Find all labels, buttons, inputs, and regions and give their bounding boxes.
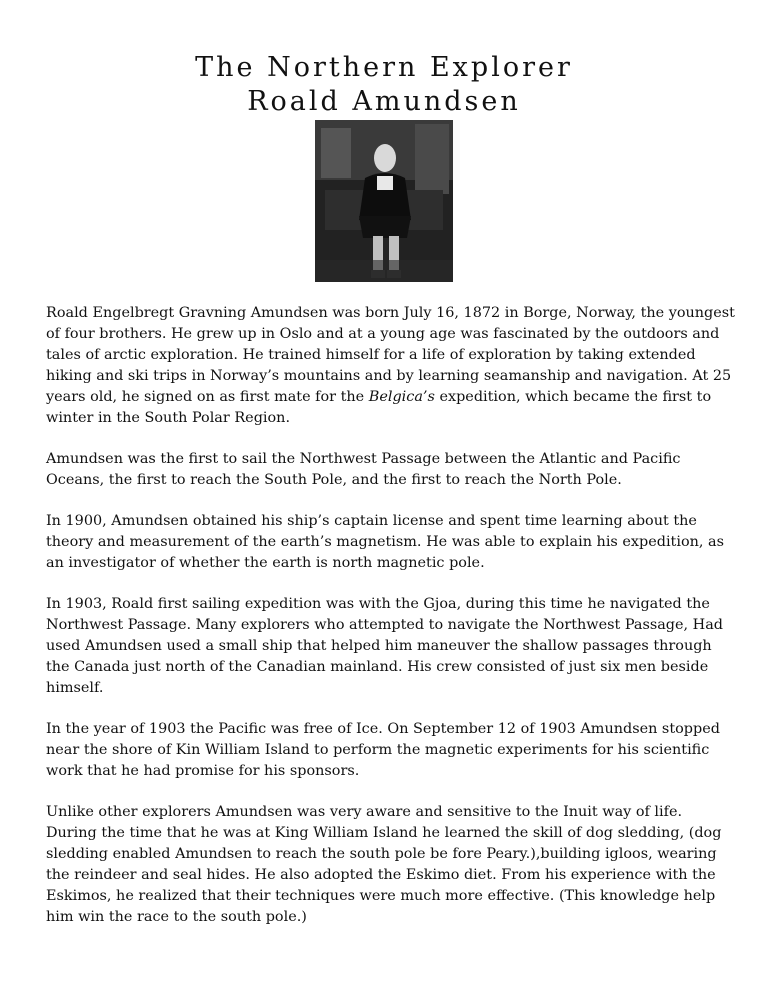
paragraph-1903-pacific: In the year of 1903 the Pacific was free of Ice. On September 12 of 1903 Amundsen stopped near the shore of Kin William Island to perform the magnetic experiments for his scientific work that he had promise for his sponsors.	[46, 721, 720, 779]
paragraph-text: Roald Engelbregt Gravning Amundsen was born July 16, 1872 in Borge, Norway, the youngest of four brothers. He grew up in Oslo and at a young age was fascinated by the outdoors and tales of arctic exploration. He trained himself for a life of exploration by taking extended hiking and ski trips in Norway’s mountains and by learning seamanship and navigation. At 25 years old, he signed on as first mate for the	[46, 305, 735, 405]
article-body	[46, 303, 736, 948]
paragraph-1903-gjoa: In 1903, Roald first sailing expedition was with the Gjoa, during this time he navigated the Northwest Passage. Many explorers who attempted to navigate the Northwest Passage, Had used Amundsen used a small ship that helped him maneuver the shallow passages through the Canada just north of the Canadian mainland. His crew consisted of just six men beside himself.	[46, 596, 724, 696]
paragraph-1900: In 1900, Amundsen obtained his ship’s captain license and spent time learning about the theory and measurement of the earth’s magnetism. He was able to explain his expedition, as an investigator of whether the earth is north magnetic pole.	[46, 513, 724, 571]
ship-name: Belgica’s	[368, 389, 435, 405]
portrait-photo	[315, 120, 453, 282]
portrait-photo-icon	[315, 120, 453, 282]
paragraph-early-life	[46, 303, 736, 429]
page-subtitle: Roald Amundsen	[247, 86, 521, 117]
paragraph-inuit: Unlike other explorers Amundsen was very aware and sensitive to the Inuit way of life. During the time that he was at King William Island he learned the skill of dog sledding, (dog sledding enabled Amundsen to reach the south pole be fore Peary.),building igloos, wearing the reindeer and seal hides. He also adopted the Eskimo diet. From his experience with the Eskimos, he realized that their techniques were much more effective. (This knowledge help him win the race to the south pole.)	[46, 804, 722, 925]
paragraph-text: expedition, which became the first to winter in the South Polar Region.	[46, 389, 712, 426]
page-title: The Northern Explorer	[195, 52, 573, 83]
paragraph-achievements: Amundsen was the first to sail the Northwest Passage between the Atlantic and Pacific Oceans, the first to reach the South Pole, and the first to reach the North Pole.	[46, 451, 681, 488]
